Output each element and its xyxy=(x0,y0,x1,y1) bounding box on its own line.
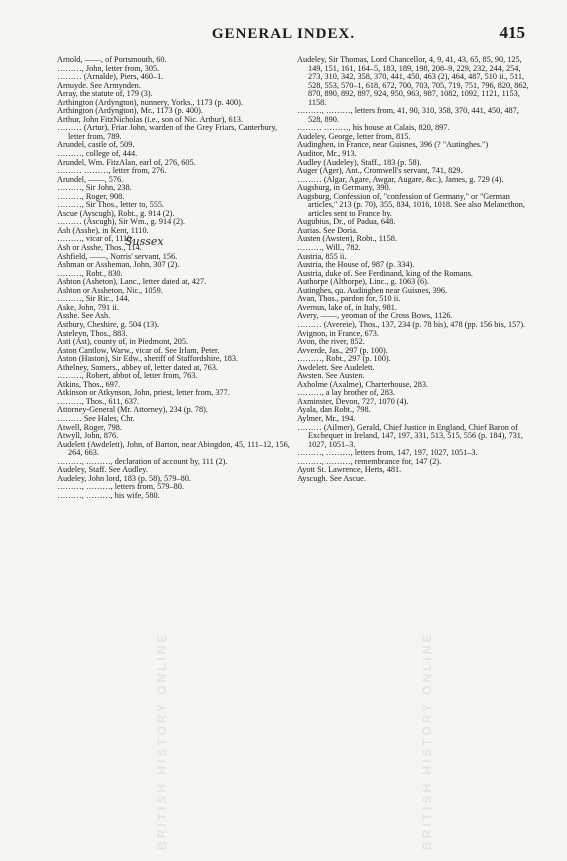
index-entry: Arundel, castle of, 509. xyxy=(57,140,135,150)
index-entry: ……… (Arnalde), Piers, 460–1. xyxy=(57,72,164,82)
index-entry: Athelney, Somers., abbey of, letter dated at, 763. xyxy=(57,362,218,372)
page-header xyxy=(0,23,567,48)
index-entry: Auditor, Mr., 913. xyxy=(297,149,357,159)
index-entry: Audley (Audeley), Staff., 183 (p. 58). xyxy=(297,157,422,167)
index-entry: ………, Robert, abbot of, letter from, 763. xyxy=(57,371,198,381)
index-entry: Arthington (Ardyngton), Mr., 1173 (p. 400). xyxy=(57,106,203,116)
index-entry: Auger (Ager), Ant., Cromwell's servant, 741, 829. xyxy=(297,166,463,176)
index-entry: ………, ………, letters from, 579–80. xyxy=(57,482,184,492)
index-entry: ………, a lay brother of, 283. xyxy=(297,388,396,398)
index-entry: Arundel, Wm. FitzAlan, earl of, 276, 605. xyxy=(57,157,196,167)
index-entry: Arthur, John FitzNicholas (i.e., son of Nic. Arthur), 613. xyxy=(57,114,243,124)
index-entry: Array, the statute of, 179 (3). xyxy=(57,89,153,99)
index-entry: Augsburg, Confession of, "confession of Germany," or "German articles," 213 (p. 70), 355, 834, 1016, 1018. See also Melancthon, articles sent to France by. xyxy=(297,191,525,218)
index-entry: Atkinson or Atkynson, John, priest, letter from, 377. xyxy=(57,388,230,398)
index-entry: Avon, the river, 852. xyxy=(297,337,365,347)
index-entry: Aurias. See Doria. xyxy=(297,225,358,235)
index-entry: Axholme (Axalme), Charterhouse, 283. xyxy=(297,379,429,389)
index-entry: Asti (Ast), county of, in Piedmont, 205. xyxy=(57,337,189,347)
index-entry: Audeley, Sir Thomas, Lord Chancellor, 4, 9, 41, 43, 65, 85, 90, 125, 149, 151, 161, 164–5, 183, 189, 198, 208–9, 229, 232, 244, 254, 273, 310, 342, 358, 370, 441, 450, 463 (2), 464, 487, 510 ii., 511, 528, 553, 570–1, 618, 672, 700, 703, 705, 719, 751, 796, 820, 862, 870, 890, 892, 897, 924, 950, 963, 987, 1082, 1092, 1121, 1153, 1158. xyxy=(297,55,529,107)
index-entry: Avan, Thos., pardon for, 510 ii. xyxy=(297,294,401,304)
index-entry: ………, vicar of, 1110. xyxy=(57,234,134,244)
index-entry: Audinghen, in France, near Guisnes, 396 (? "Autinghes.") xyxy=(297,140,489,150)
index-entry: Asteleyn, Thos., 883. xyxy=(57,328,128,338)
index-entry: Austria, duke of. See Ferdinand, king of the Romans. xyxy=(297,268,473,278)
index-entry: ………, Thos., 611, 637. xyxy=(57,396,140,406)
index-entry: Audeley, Staff. See Audley. xyxy=(57,465,148,475)
index-entry: Avernus, lake of, in Italy, 981. xyxy=(297,302,397,312)
index-entry: Aston (Haston), Sir Edw., sheriff of Staffordshire, 183. xyxy=(57,354,239,364)
index-entry: Astbury, Cheshire, g. 504 (13). xyxy=(57,319,160,329)
index-entry: ……… (Ailmer), Gerald, Chief Justice in England, Chief Baron of Exchequer in Ireland, 147, 197, 331, 513, 515, 556 (p. 184), 731, 1027, 1051–3. xyxy=(297,422,523,449)
index-entry: ………, ………, letters from, 147, 197, 1027, 1051–3. xyxy=(297,448,478,458)
index-entry: Audelett (Awdelett), John, of Barton, near Abingdon, 45, 111–12, 156, 264, 663. xyxy=(57,439,290,458)
index-entry: Atwell, Roger, 798. xyxy=(57,422,122,432)
handwritten-annotation: Sussex xyxy=(125,235,164,248)
index-entry: Austen (Awsten), Robt., 1158. xyxy=(297,234,397,244)
index-entry: ………, college of, 444. xyxy=(57,149,138,159)
index-entry: Attorney-General (Mr. Attorney), 234 (p. 78). xyxy=(57,405,208,415)
index-entry: Ayott St. Lawrence, Herts, 481. xyxy=(297,465,402,475)
index-column-right xyxy=(297,56,532,483)
index-entry: ………, Sir Ric., 144. xyxy=(57,294,130,304)
index-entry: Audeley, John lord, 183 (p. 58), 579–80. xyxy=(57,473,191,483)
index-entry: Atwyll, John, 876. xyxy=(57,431,119,441)
watermark-left: BRITISH HISTORY ONLINE xyxy=(155,631,169,850)
index-entry: Autinghes, qu. Audinghen near Guisnes, 396. xyxy=(297,285,448,295)
index-entry: Ayscugh. See Ascue. xyxy=(297,473,366,483)
index-entry: ……… (Ascugh), Sir Wm., g. 914 (2). xyxy=(57,217,185,227)
index-entry: Arnuyde. See Armynden. xyxy=(57,80,141,90)
index-entry: ………, Will., 782. xyxy=(297,243,361,253)
watermark-right: BRITISH HISTORY ONLINE xyxy=(420,631,434,850)
index-entry: Avery, ——, yeoman of the Cross Bows, 1126. xyxy=(297,311,453,321)
index-entry: ………, ………, remembrance for, 147 (2). xyxy=(297,456,442,466)
index-entry: ………, ………, letters from, 41, 90, 310, 358, 370, 441, 450, 487, 528, 890. xyxy=(297,106,519,124)
index-entry: Ashton or Assheton, Nic., 1059. xyxy=(57,285,163,295)
index-entry: ……… See Hales, Chr. xyxy=(57,413,135,423)
index-entry: Avverde, Jas., 297 (p. 100). xyxy=(297,345,388,355)
index-entry: Arundel, ——, 576. xyxy=(57,174,124,184)
index-entry: ……… ………, letter from, 276. xyxy=(57,166,167,176)
index-entry: ………, Sir Thos., letter to, 555. xyxy=(57,200,165,210)
page-title: GENERAL INDEX. xyxy=(211,26,356,42)
index-entry: ………, ………, his wife, 580. xyxy=(57,490,160,500)
index-entry: Axminster, Devon, 727, 1070 (4). xyxy=(297,396,409,406)
index-entry: Audeley, George, letter from, 815. xyxy=(297,131,411,141)
index-entry: Awdelett. See Audelett. xyxy=(297,362,375,372)
index-entry: Awsten. See Austen. xyxy=(297,371,365,381)
index-entry: ……… (Algar, Agare, Awgar, Augare, &c.), James, g. 729 (4). xyxy=(297,174,504,184)
index-entry: Arthington (Ardyngton), nunnery, Yorks., 1173 (p. 400). xyxy=(57,97,243,107)
index-entry: ……… (Artur), Friar John, warden of the Grey Friars, Canterbury, letter from, 789. xyxy=(57,123,278,141)
page-number: 415 xyxy=(499,23,525,42)
index-entry: ……… (Avereie), Thos., 137, 234 (p. 78 bis), 478 (pp. 156 bis, 157). xyxy=(297,319,526,329)
index-entry: Aston Cantlow, Warw., vicar of. See Irlam, Peter. xyxy=(57,345,220,355)
index-entry: Austria, 855 ii. xyxy=(297,251,347,261)
index-entry: Aske, John, 791 ii. xyxy=(57,302,119,312)
index-entry: ………, Sir John, 238. xyxy=(57,183,132,193)
index-entry: Ashton (Asheton), Lanc., letter dated at, 427. xyxy=(57,277,207,287)
index-entry: Augubius, Dr., of Padua, 648. xyxy=(297,217,396,227)
index-entry: ………, Robt., 830. xyxy=(57,268,123,278)
index-entry: ………, Roger, 908. xyxy=(57,191,125,201)
index-entry: Ash or Asshe, Thos., 114. xyxy=(57,243,142,253)
index-entry: ……… ………, his house at Calais, 820, 897. xyxy=(297,123,450,133)
index-entry: Atkins, Thos., 697. xyxy=(57,379,121,389)
index-entry: Ayala, dan Robt., 798. xyxy=(297,405,371,415)
index-entry: Authorpe (Althorpe), Linc., g. 1063 (6). xyxy=(297,277,429,287)
index-entry: Ash (Asshe), in Kent, 1110. xyxy=(57,225,149,235)
index-entry: Aylmer, Mr., 194. xyxy=(297,413,356,423)
index-entry: ………, ………, declaration of account by, 111 (2). xyxy=(57,456,228,466)
index-entry: Arnold, ——, of Portsmouth, 60. xyxy=(57,55,167,64)
index-entry: Augsburg, in Germany, 390. xyxy=(297,183,391,193)
index-entry: ………, John, letter from, 305. xyxy=(57,63,160,73)
index-entry: Austria, the House of, 987 (p. 334). xyxy=(297,260,415,270)
index-entry: Asshe. See Ash. xyxy=(57,311,111,321)
index-entry: Ascue (Ayscugh), Robt., g. 914 (2). xyxy=(57,208,175,218)
index-entry: Avignon, in France, 673. xyxy=(297,328,379,338)
index-entry: Ashfield, ——, Norris' servant, 156. xyxy=(57,251,178,261)
index-entry: ………, Robt., 297 (p. 100). xyxy=(297,354,391,364)
index-column-left xyxy=(57,56,292,500)
index-entry: Ashman or Assheman, John, 307 (2). xyxy=(57,260,180,270)
